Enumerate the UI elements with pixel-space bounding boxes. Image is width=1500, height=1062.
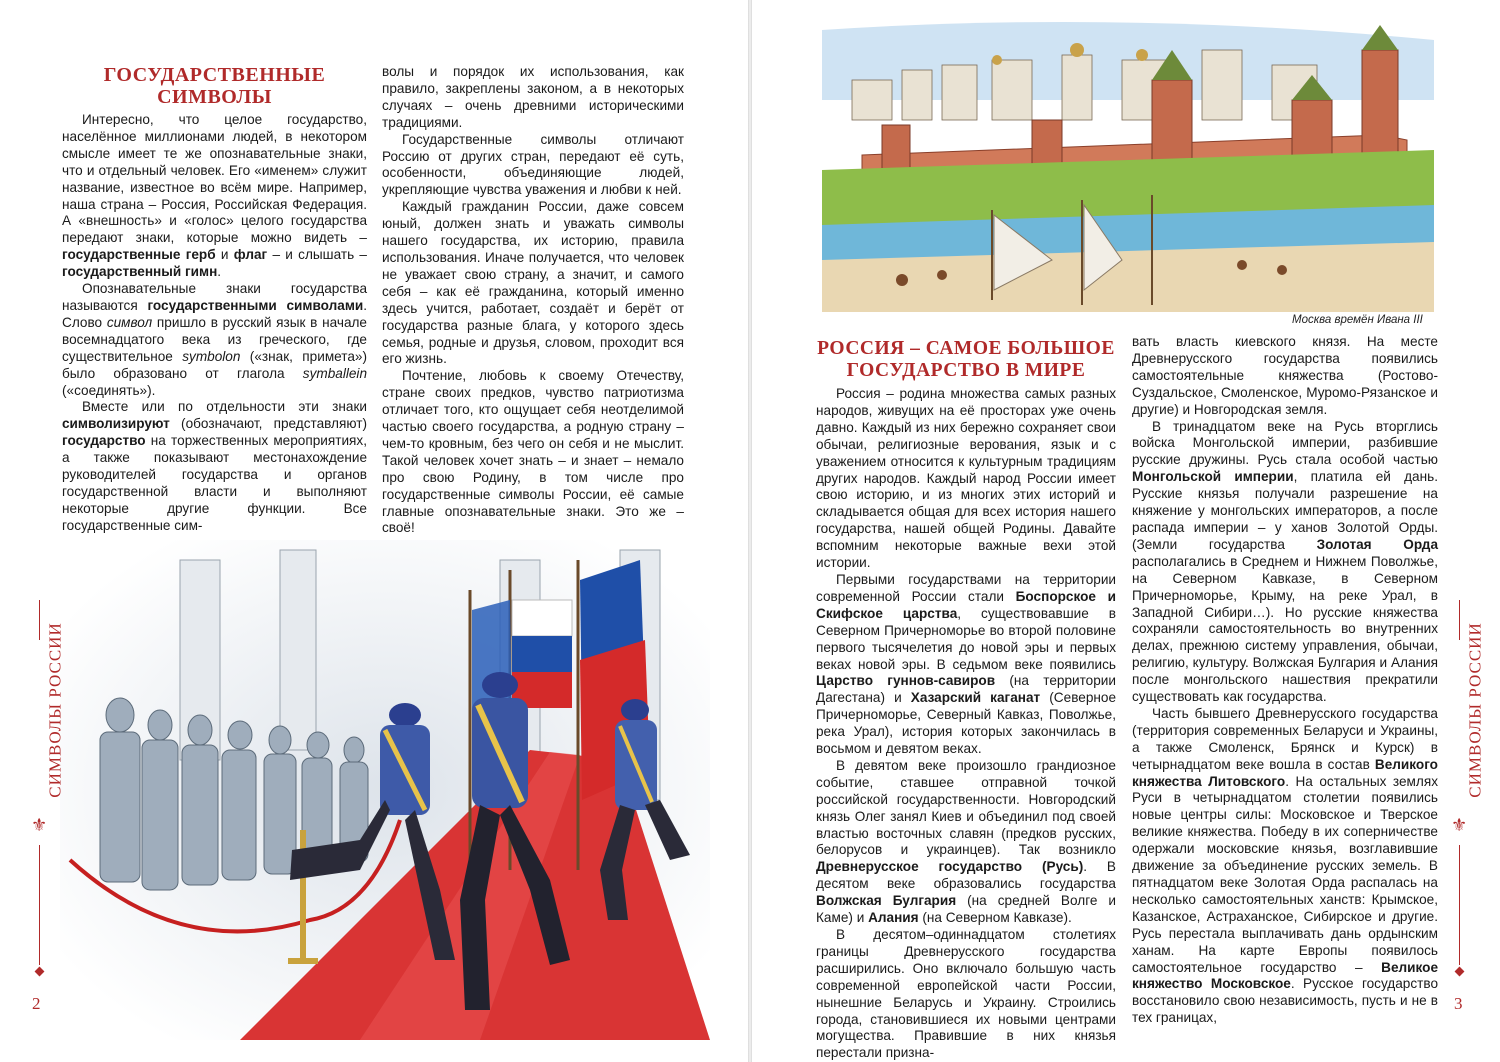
page-number: 3	[1454, 994, 1463, 1013]
left-col2-text: волы и порядок их использования, как правило, закреплены законом, а в некоторых случаях – очень древними историческими традициями. Государственные символы отличают Россию от других стран, передают её суть, особенности, объединяющие людей, укрепляющие чувства уважения и любви к ней. Каждый гражданин России, даже совсем юный, должен знать и уважать символы нашего государства, их историю, правила использования. Иначе получается, что человек не уважает свою страну, а значит, и самого себя – как её гражданина, который именно здесь учится, работает, создаёт и берёт от государства разные блага, у которого здесь семья, родные и друзья, словом, проходит вся его жизнь. Почтение, любовь к своему Отечеству, стране своих предков, чувство патриотизма отличает того, кто ощущает себя неотделимой частью своего государства, а родную страну – чем-то кровным, без чего он себя и не мыслит. Такой человек хочет знать – и знает – немало про свою Родину, в том числе про государственные символы России, её самые главные опознавательные знаки. Это же – своё!	[382, 64, 684, 536]
moscow-drawing	[822, 20, 1434, 312]
page-heading-russia: РОССИЯ – САМОЕ БОЛЬШОЕ ГОСУДАРСТВО В МИРЕ	[817, 338, 1115, 381]
honor-guard-drawing	[60, 540, 710, 1040]
side-rule-lower	[39, 845, 40, 965]
illustration-caption: Москва времён Ивана III	[1292, 314, 1423, 326]
left-col1-text: Интересно, что целое государство, населённое миллионами людей, в некотором смысле имеет те же опознавательные знаки, что и отдельный человек. Его «именем» служит название, известное во всём мире. Например, наша страна – Россия, Российская Федерация. А «внешность» и «голос» целого государства передают знаки, которые можно видеть – государственные герб и флаг – и слышать – государственный гимн. Опознавательные знаки государства называются государственными символами. Слово символ пришло в русский язык в начале восемнадцатого века из греческого, где существительное symbolon («знак, примета») было образовано от глагола symballein («соединять»). Вместе или по отдельности эти знаки символизируют (обозначают, представляют) государство на торжественных мероприятиях, а также показывают местонахождение руководителей государства и органов государственной власти и выполняют некоторые другие функции. Все государственные сим-	[62, 112, 368, 533]
right-side-ornament	[1440, 600, 1485, 1020]
honor-guard-illustration	[60, 540, 710, 1040]
left-column-1	[62, 64, 367, 535]
moscow-ivan3-illustration	[822, 20, 1434, 312]
side-rule	[1459, 600, 1460, 640]
side-label: СИМВОЛЫ РОССИИ	[1465, 622, 1485, 798]
left-side-ornament	[20, 600, 65, 1020]
fleur-de-lis-icon: ⚜	[31, 815, 48, 836]
right-page	[752, 0, 1500, 1062]
page-number: 2	[32, 994, 41, 1013]
diamond-ornament-icon	[35, 967, 45, 977]
diamond-ornament-icon	[1455, 967, 1465, 977]
right-column-1	[816, 338, 1116, 1062]
left-page	[0, 0, 748, 1062]
right-col2-text: вать власть киевского князя. На месте Древнерусского государства появились самостоятельные княжества (Ростово-Суздальское, Смоленское, Муромо-Рязанское и другие) и Новгородская земля. В тринадцатом веке на Русь вторглись войска Монгольской империи, разбившие русские дружины. Русь стала особой частью Монгольской империи, платила ей дань. Русские князья получали разрешение на княжение у монгольских императоров, а после распада империи – у ханов Золотой Орды. (Земли государства Золотая Орда располагались в Среднем и Нижнем Поволжье, на Северном Кавказе, в Северном Причерноморье, Крыму, на реке Урал, в Западной Сибири…). Но русские княжества сохраняли самостоятельность во внутренних делах, прежнюю систему управления, обычаи, религию, культуру. Волжская Булгария и Алания после монгольского нашествия прекратили существовать как государства. Часть бывшего Древнерусского государства (территория современных Беларуси и Украины, а также Смоленск, Брянск и Курск) в четырнадцатом веке вошла в состав Великого княжества Литовского. На остальных землях Руси в четырнадцатом столетии появились новые центры силы: Московское и Тверское великие княжества. Победу в их соперничестве одержали московские князья, возглавившие движение за объединение русских земель. В пятнадцатом веке Золотая Орда распалась на несколько самостоятельных ханств: Крымское, Казанское, Астраханское, Сибирское и другие. Русь перестала выплачивать дань ордынским ханам. На карте Европы появилось самостоятельное государство – Великое княжество Московское. Русское государство восстановило свою независимость, пусть и не в тех границах,	[1132, 334, 1439, 1026]
side-label: СИМВОЛЫ РОССИИ	[45, 622, 65, 798]
left-column-2	[382, 64, 684, 537]
page-heading-symbols: ГОСУДАРСТВЕННЫЕ СИМВОЛЫ	[103, 64, 326, 108]
side-rule-lower	[1459, 845, 1460, 965]
right-col1-text: Россия – родина множества самых разных народов, живущих на её просторах уже очень давно. Каждый из них бережно сохраняет свои обычаи, религиозные верования, язык и с уважением относится к культурным традициям других народов. Каждый народ России имеет свою историю, и из многих этих историй и складывается общая для всех история нашего государства, нашей общей Родины. Давайте вспомним некоторые важные вехи этой истории. Первыми государствами на территории современной России стали Боспорское и Скифское царства, существовавшие в Северном Причерноморье во второй половине первого тысячелетия до новой эры и первых веках новой эры. В седьмом веке появились Царство гуннов-савиров (на территории Дагестана) и Хазарский каганат (Северное Причерноморье, Северный Кавказ, Поволжье, река Урал), история которых закончилась в восьмом и девятом веках. В девятом веке произошло грандиозное событие, ставшее отправной точкой российской государственности. Новгородский князь Олег занял Киев и объединил под своей властью восточных славян (предков русских, белорусов и украинцев). Так возникло Древнерусское государство (Русь). В десятом веке образовались государства Волжская Булгария (на средней Волге и Каме) и Алания (на Северном Кавказе). В десятом–одиннадцатом столетиях границы Древнерусского государства расширились. Оно включало большую часть современной европейской части России, нынешние Беларусь и Украину. Строились города, становившиеся их новыми центрами могущества. Правившие в них князья перестали призна-	[816, 386, 1117, 1061]
right-column-2	[1132, 334, 1438, 1027]
fleur-de-lis-icon: ⚜	[1451, 815, 1468, 836]
side-rule	[39, 600, 40, 640]
